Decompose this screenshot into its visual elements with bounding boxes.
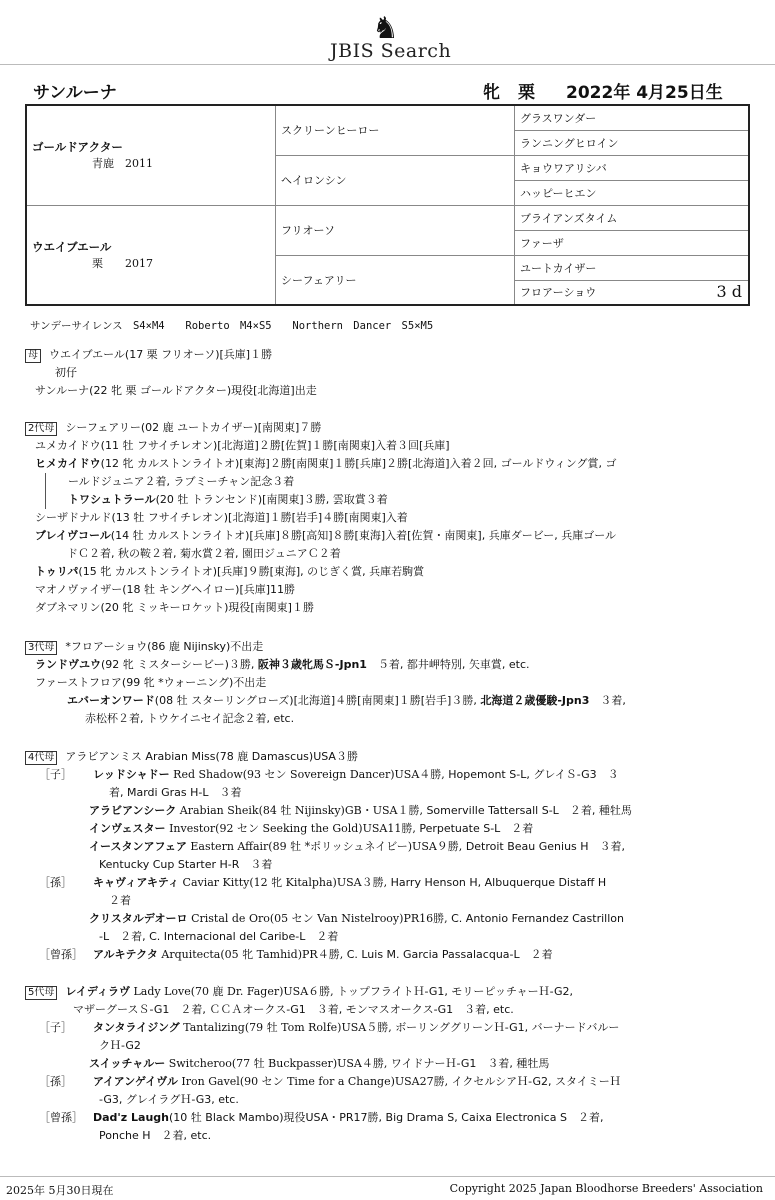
dam2-line: トゥリパ(15 牝 カルストンライトオ)[兵庫]９勝[東海], のじぎく賞, 兵庫若駒賞 [35,565,425,578]
dam5-line: マザーグースＳ-G1 ２着, ＣＣＡオークス-G1 ３着, モンマスオークス-G1 ３着, etc. [73,1003,514,1016]
dam3-line: *フロアーショウ(86 鹿 Nijinsky)不出走 [65,640,264,653]
dam2-line: トワシュトラール(20 牡 トランセンド)[南関東]３勝, 雲取賞３着 [45,491,760,509]
dam5-line: -G3, グレイラグＨ-G3, etc. [99,1093,239,1106]
dam4-line: クリスタルデオーロ Cristal de Oro(05 セン Van Nistelrooy)PR16勝, C. Antonio Fernandez Castrillon [89,912,624,925]
horse-color: 栗 [518,83,535,103]
pedigree-g3-7: ユートカイザー [515,255,750,280]
dam1-line: サンルーナ(22 牝 栗 ゴールドアクター)現役[北海道]出走 [35,384,317,397]
tag-dam4: 4代母 [25,751,57,765]
dam3-line: ファーストフロア(99 牝 *ウォーニング)不出走 [35,676,267,689]
dam2-line: ールドジュニア２着, ラブミーチャン記念３着 [45,473,760,491]
dam2-line: シーザドナルド(13 牡 フサイチレオン)[北海道]１勝[岩手]４勝[南関東]入着 [35,511,408,524]
dam4-line: ２着 [109,894,131,907]
dam5-line: クＨ-G2 [99,1039,141,1052]
dam5-line: ［子］ タンタライジング Tantalizing(79 牡 Tom Rolfe)USA５勝, ボーリンググリーンＨ-G1, バーナードバルー [39,1021,620,1034]
tag-dam5: 5代母 [25,986,57,1000]
footer-date: 2025年 5月30日現在 [6,1184,114,1197]
pedigree-table [25,104,750,306]
dam4-line: アラビアンミス Arabian Miss(78 鹿 Damascus)USA３勝 [65,750,358,763]
pedigree-g3-2: ランニングヒロイン [515,130,750,155]
dam2-line: ユメカイドウ(11 牡 フサイチレオン)[北海道]２勝[佐賀]１勝[南関東]入着３回[兵庫] [35,439,450,452]
dam5-line: Ponche H ２着, etc. [99,1129,212,1142]
dam2-section [25,419,760,617]
dam-sire: フリオーソ [276,205,515,255]
dam4-line: ［子］ レッドシャドー Red Shadow(93 セン Sovereign Dancer)USA４勝, Hopemont S-L, グレイＳ-G3 ３ [39,768,619,781]
top-divider [0,64,775,65]
sire-cell [26,105,276,205]
dam4-line: アラビアンシーク Arabian Sheik(84 牡 Nijinsky)GB・USA１勝, Somerville Tattersall S-L ２着, 種牡馬 [89,804,632,817]
pedigree-g3-5: ブライアンズタイム [515,205,750,230]
dosage-value: 3 d [716,281,742,301]
dam-info: 栗 2017 [92,256,153,270]
dam-cell [26,205,276,305]
footer-copyright: Copyright 2025 Japan Bloodhorse Breeders' Association [449,1182,763,1195]
dam5-line: ［曾孫］ Dad'z Laugh(10 牡 Black Mambo)現役USA・PR17勝, Big Drama S, Caixa Electronica S ２着, [39,1111,604,1124]
sire-sire: スクリーンヒーロー [276,105,515,155]
dam2-line: シーフェアリー(02 鹿 ユートカイザー)[南関東]７勝 [65,421,322,434]
dam2-line: マオノヴァイザー(18 牡 キングヘイロー)[兵庫]11勝 [35,583,296,596]
dam2-line: ダブネマリン(20 牝 ミッキーロケット)現役[南関東]１勝 [35,601,314,614]
pedigree-g3-3: キョウワアリシバ [515,155,750,180]
sire-dam: ヘイロンシン [276,155,515,205]
dam-name: ウエイブエール [32,239,112,254]
pedigree-g3-6: ファーザ [515,230,750,255]
dam4-line: Kentucky Cup Starter H-R ３着 [99,858,273,871]
tag-dam1: 母 [25,349,41,363]
horse-birthdate: 2022年 4月25日生 [566,83,723,103]
dam3-line: ランドヴユウ(92 牝 ミスターシービー)３勝, 阪神３歳牝馬Ｓ-Jpn1 ５着, 都井岬特別, 矢車賞, etc. [35,658,530,671]
horse-sex: 牝 [483,83,500,103]
dam5-line: スイッチャルー Switcheroo(77 牡 Buckpasser)USA４勝, ワイドナーＨ-G1 ３着, 種牡馬 [89,1057,550,1070]
pedigree-g3-4: ハッピーヒエン [515,180,750,205]
pedigree-g3-8: フロアーショウ 3 d [515,280,750,305]
dam2-line: ドＣ２着, 秋の鞍２着, 菊水賞２着, 園田ジュニアＣ２着 [67,547,341,560]
dam4-line: -L ２着, C. Internacional del Caribe-L ２着 [99,930,339,943]
dam4-line: ［孫］ キャヴィアキティ Caviar Kitty(12 牝 Kitalpha)USA３勝, Harry Henson H, Albuquerque Distaff H [39,876,607,889]
sire-info: 青鹿 2011 [92,157,153,171]
dam2-line: ヒメカイドウ(12 牝 カルストンライトオ)[東海]２勝[南関東]１勝[兵庫]２勝[北海道]入着２回, ゴールドウィング賞, ゴ [35,457,617,470]
logo-text: JBIS Search [330,40,452,62]
tag-dam3: 3代母 [25,641,57,655]
dam4-section [25,748,760,964]
dam1-section [25,346,760,400]
horse-header [33,78,735,104]
jbis-logo[interactable] [0,10,775,62]
horse-jockey-icon: ♞ [372,11,399,46]
dam4-line: イースタンアフェア Eastern Affair(89 牡 *ポリッシュネイビー)USA９勝, Detroit Beau Genius H ３着, [89,840,626,853]
sire-name: ゴールドアクター [32,140,123,155]
dam4-line: ［曾孫］ アルキテクタ Arquitecta(05 牝 Tamhid)PR４勝, C. Luis M. Garcia Passalacqua-L ２着 [39,948,553,961]
dam4-line: インヴェスター Investor(92 セン Seeking the Gold)USA11勝, Perpetuate S-L ２着 [89,822,534,835]
inbreeding-line: サンデーサイレンス S4×M4 Roberto M4×S5 Northern Dancer S5×M5 [30,320,434,332]
dam5-section: 5代母 レイディラヴ Lady Love(70 鹿 Dr. Fager)USA６勝, トップフライトＨ-G1, モリーピッチャーＨ-G2, マザーグースＳ-G1 ２着, ＣＣＡオークス-G1 ３着, モンマスオークス-G1 ３着, etc. ［子］ タンタライジング Tantalizing(79 牡 Tom Rolfe)USA５勝, ボーリンググリーンＨ-G1, バーナードバルー クＨ-G2 スイッチャルー Switcheroo(77 牡 Buckpasser)USA４勝, ワイドナーＨ-G1 ３着, 種牡馬 ［孫］ アイアンゲイヴル Iron Gavel(90 セン Time for a Change)USA27勝, イクセルシアＨ-G2, スタイミーＨ -G3, グレイラグＨ-G3, etc. ［曾孫］ Dad'z Laugh(10 牡 Black Mambo)現役USA・PR17勝, Big Drama S, Caixa Electronica S ２着, Ponche H ２着, etc. [25,983,760,1145]
dam5-line: ［孫］ アイアンゲイヴル Iron Gavel(90 セン Time for a Change)USA27勝, イクセルシアＨ-G2, スタイミーＨ [39,1075,621,1088]
dam2-line: ブレイヴコール(14 牡 カルストンライトオ)[兵庫]８勝[高知]８勝[東海]入着[佐賀・南関東], 兵庫ダービー, 兵庫ゴール [35,529,617,542]
dam3-line: 赤松杯２着, トウケイニセイ記念２着, etc. [85,712,295,725]
dam-dam: シーフェアリー [276,255,515,305]
horse-name: サンルーナ [33,83,117,103]
bottom-divider [0,1176,775,1177]
dam3-line: エバーオンワード(08 牡 スターリングローズ)[北海道]４勝[南関東]１勝[岩手]３勝, 北海道２歳優駿-Jpn3 ３着, [67,694,626,707]
pedigree-g3-1: グラスワンダー [515,105,750,130]
dam1-line: ウエイブエール(17 栗 フリオーソ)[兵庫]１勝 [49,348,273,361]
dam4-line: 着, Mardi Gras H-L ３着 [109,786,242,799]
tag-dam2: 2代母 [25,422,57,436]
dam3-section [25,638,760,728]
dam1-line: 初仔 [55,366,77,379]
